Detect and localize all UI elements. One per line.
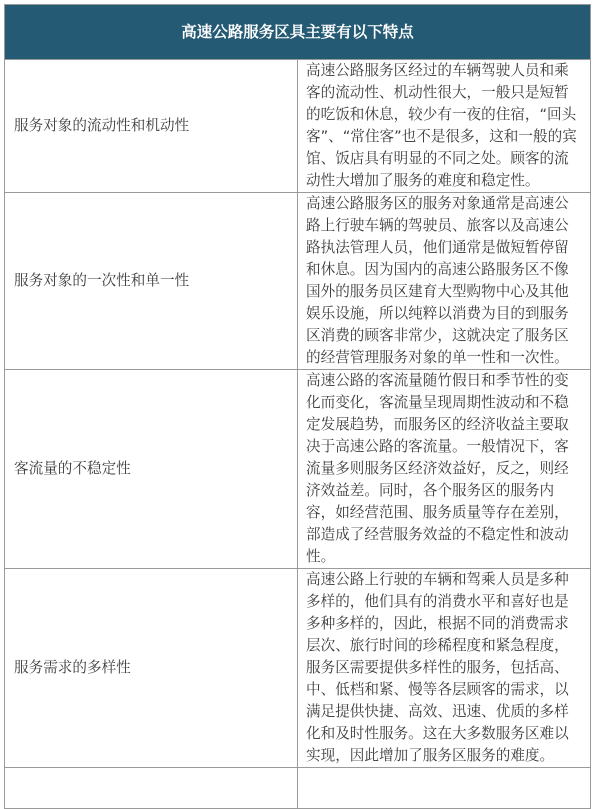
table-row [5, 370, 591, 569]
feature-cell: 客流量的不稳定性 [5, 370, 298, 569]
description-cell: 高速公路的客流量随竹假日和季节性的变化而变化，客流量呈现周期性波动和不稳定发展趋势，而服务区的经济收益主要取决于高速公路的客流量。一般情况下，客流量多则服务区经济效益好，反之，则经济效益差。同时，各个服务区的服务内容，如经营范围、服务质量等存在差别，部造成了经营服务效益的不稳定性和波动性。 [298, 370, 591, 569]
description-cell: 高速公路服务区经过的车辆驾驶人员和乘客的流动性、机动性很大，一般只是短暂的吃饭和休息，较少有一夜的住宿，“回头客”、“常住客”也不是很多，这和一般的宾馆、饭店具有明显的不同之处。顾客的流动性大增加了服务的难度和稳定性。 [298, 60, 591, 193]
feature-cell-empty [5, 768, 298, 809]
table-row [5, 60, 591, 193]
feature-cell: 服务对象的一次性和单一性 [5, 193, 298, 370]
table-row [5, 193, 591, 370]
table-row [5, 569, 591, 768]
table-row-partial [5, 768, 591, 809]
feature-cell: 服务对象的流动性和机动性 [5, 60, 298, 193]
features-table [4, 4, 591, 809]
table-header-row [5, 5, 591, 60]
feature-cell: 服务需求的多样性 [5, 569, 298, 768]
description-cell: 高速公路服务区的服务对象通常是高速公路上行驶车辆的驾驶员、旅客以及高速公路执法管理人员，他们通常是做短暂停留和休息。因为国内的高速公路服务区不像国外的服务员区建育大型购物中心及其他娱乐设施，所以纯粹以消费为目的到服务区消费的顾客非常少，这就决定了服务区的经营管理服务对象的单一性和一次性。 [298, 193, 591, 370]
table-title: 高速公路服务区具主要有以下特点 [5, 5, 591, 60]
description-cell-empty [298, 768, 591, 809]
description-cell: 高速公路上行驶的车辆和驾乘人员是多种多样的，他们具有的消费水平和喜好也是多种多样的，因此，根据不同的消费需求层次、旅行时间的珍稀程度和紧急程度，服务区需要提供多样性的服务，包括高、中、低档和紧、慢等各层顾客的需求，以满足提供快捷、高效、迅速、优质的多样化和及时性服务。这在大多数服务区难以实现，因此增加了服务区服务的难度。 [298, 569, 591, 768]
